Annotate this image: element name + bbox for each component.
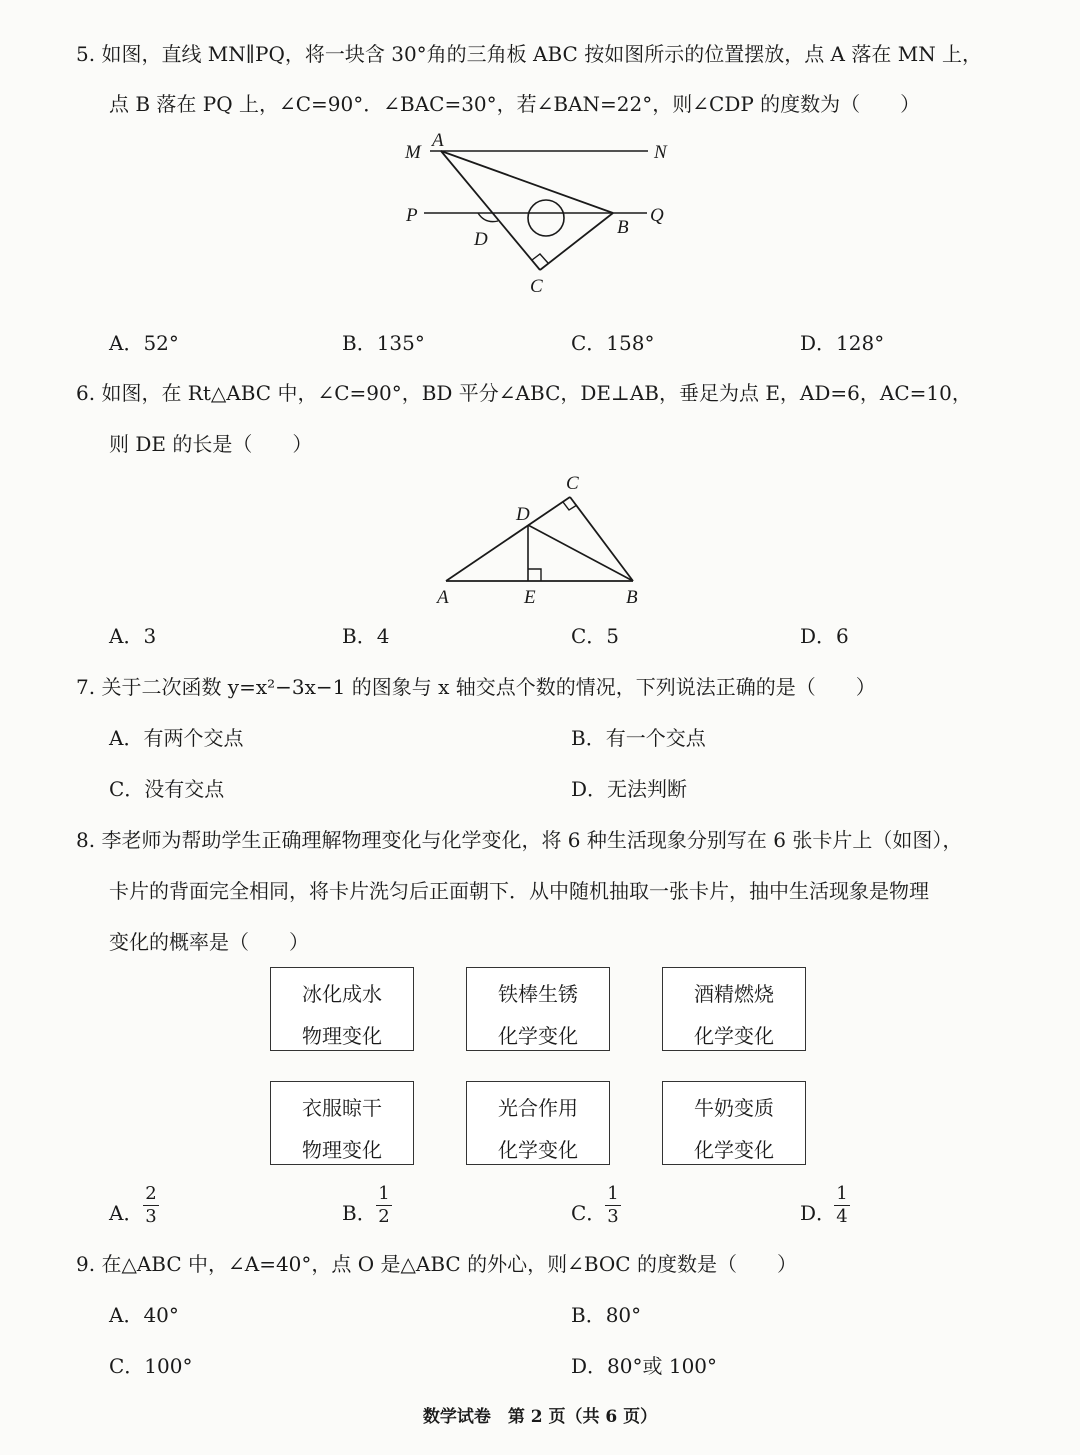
denominator: 3 — [145, 1206, 157, 1227]
q8-option-d-fraction — [832, 1184, 852, 1227]
label-d: D — [474, 229, 488, 250]
q9-option-d: D．80°或 100° — [571, 1354, 718, 1378]
q6-option-d: D．6 — [800, 624, 849, 648]
q9-option-a: A．40° — [109, 1303, 179, 1327]
card-change-type: 化学变化 — [694, 1138, 774, 1162]
card-change-type: 物理变化 — [302, 1024, 382, 1048]
side-ac — [446, 497, 570, 581]
q8-option-b-letter: B． — [342, 1201, 377, 1225]
card-phenomenon: 光合作用 — [498, 1096, 578, 1120]
label-m: M — [405, 142, 421, 163]
denominator: 4 — [836, 1206, 848, 1227]
q7-option-c: C．没有交点 — [109, 777, 225, 801]
label-b: B — [617, 217, 629, 238]
q6-option-c: C．5 — [571, 624, 620, 648]
label-n: N — [654, 142, 667, 163]
q6-option-a: A．3 — [109, 624, 157, 648]
q8-stem-line2: 卡片的背面完全相同，将卡片洗匀后正面朝下．从中随机抽取一张卡片，抽中生活现象是物理 — [109, 879, 929, 903]
card-phenomenon: 酒精燃烧 — [694, 982, 774, 1006]
side-cb — [570, 497, 633, 581]
card-change-type: 化学变化 — [498, 1024, 578, 1048]
label-b: B — [626, 587, 638, 608]
q6-stem-line1: 6. 如图，在 Rt△ABC 中，∠C=90°，BD 平分∠ABC，DE⊥AB，垂足为点 E，AD=6，AC=10， — [76, 381, 972, 405]
label-d: D — [516, 504, 530, 525]
label-a: A — [432, 130, 444, 151]
card-phenomenon: 铁棒生锈 — [498, 982, 578, 1006]
page-footer: 数学试卷 第 2 页（共 6 页） — [422, 1407, 658, 1427]
denominator: 3 — [607, 1206, 619, 1227]
q8-option-a-letter: A． — [109, 1201, 144, 1225]
q5-option-b: B．135° — [342, 331, 425, 355]
phenomenon-card — [270, 1081, 414, 1165]
phenomenon-card — [270, 967, 414, 1051]
q5-option-d: D．128° — [800, 331, 885, 355]
label-p: P — [406, 205, 418, 226]
q6-stem-line2: 则 DE 的长是（ ） — [109, 432, 313, 456]
card-phenomenon: 冰化成水 — [302, 982, 382, 1006]
q6-option-b: B．4 — [342, 624, 390, 648]
card-phenomenon: 牛奶变质 — [694, 1096, 774, 1120]
label-c: C — [566, 473, 579, 494]
q7-option-a: A．有两个交点 — [109, 726, 244, 750]
label-a: A — [437, 587, 449, 608]
q7-stem: 7. 关于二次函数 y=x²−3x−1 的图象与 x 轴交点个数的情况，下列说法正确的是（ ） — [76, 675, 876, 699]
segment-bd — [528, 525, 633, 581]
q8-option-c-fraction — [603, 1184, 623, 1227]
q9-stem: 9. 在△ABC 中，∠A=40°，点 O 是△ABC 的外心，则∠BOC 的度数是（ ） — [76, 1252, 797, 1276]
q8-stem-line1: 8. 李老师为帮助学生正确理解物理变化与化学变化，将 6 种生活现象分别写在 6 张卡片上（如图）， — [76, 828, 963, 852]
numerator: 1 — [378, 1183, 390, 1204]
phenomenon-card — [662, 1081, 806, 1165]
label-e: E — [524, 587, 536, 608]
q9-option-b: B．80° — [571, 1303, 642, 1327]
phenomenon-card — [466, 967, 610, 1051]
q9-option-c: C．100° — [109, 1354, 193, 1378]
card-change-type: 化学变化 — [498, 1138, 578, 1162]
card-phenomenon: 衣服晾干 — [302, 1096, 382, 1120]
numerator: 1 — [836, 1183, 848, 1204]
q8-option-c-letter: C． — [571, 1201, 607, 1225]
q7-option-b: B．有一个交点 — [571, 726, 706, 750]
phenomenon-card — [662, 967, 806, 1051]
q8-option-a-fraction — [141, 1184, 161, 1227]
label-c: C — [530, 276, 543, 297]
right-angle-mark-e — [528, 569, 541, 581]
q5-stem-line1: 5. 如图，直线 MN∥PQ，将一块含 30°角的三角板 ABC 按如图所示的位置摆放，点 A 落在 MN 上， — [76, 42, 983, 66]
card-change-type: 化学变化 — [694, 1024, 774, 1048]
label-q: Q — [650, 205, 664, 226]
numerator: 1 — [607, 1183, 619, 1204]
q8-option-d-letter: D． — [800, 1201, 837, 1225]
q5-stem-line2: 点 B 落在 PQ 上，∠C=90°．∠BAC=30°，若∠BAN=22°，则∠CDP 的度数为（ ） — [109, 92, 921, 116]
card-change-type: 物理变化 — [302, 1138, 382, 1162]
numerator: 2 — [145, 1183, 157, 1204]
phenomenon-card — [466, 1081, 610, 1165]
denominator: 2 — [378, 1206, 390, 1227]
q8-option-b-fraction — [374, 1184, 394, 1227]
q8-stem-line3: 变化的概率是（ ） — [109, 930, 309, 954]
q7-option-d: D．无法判断 — [571, 777, 688, 801]
q5-option-a: A．52° — [109, 331, 179, 355]
q5-option-c: C．158° — [571, 331, 655, 355]
